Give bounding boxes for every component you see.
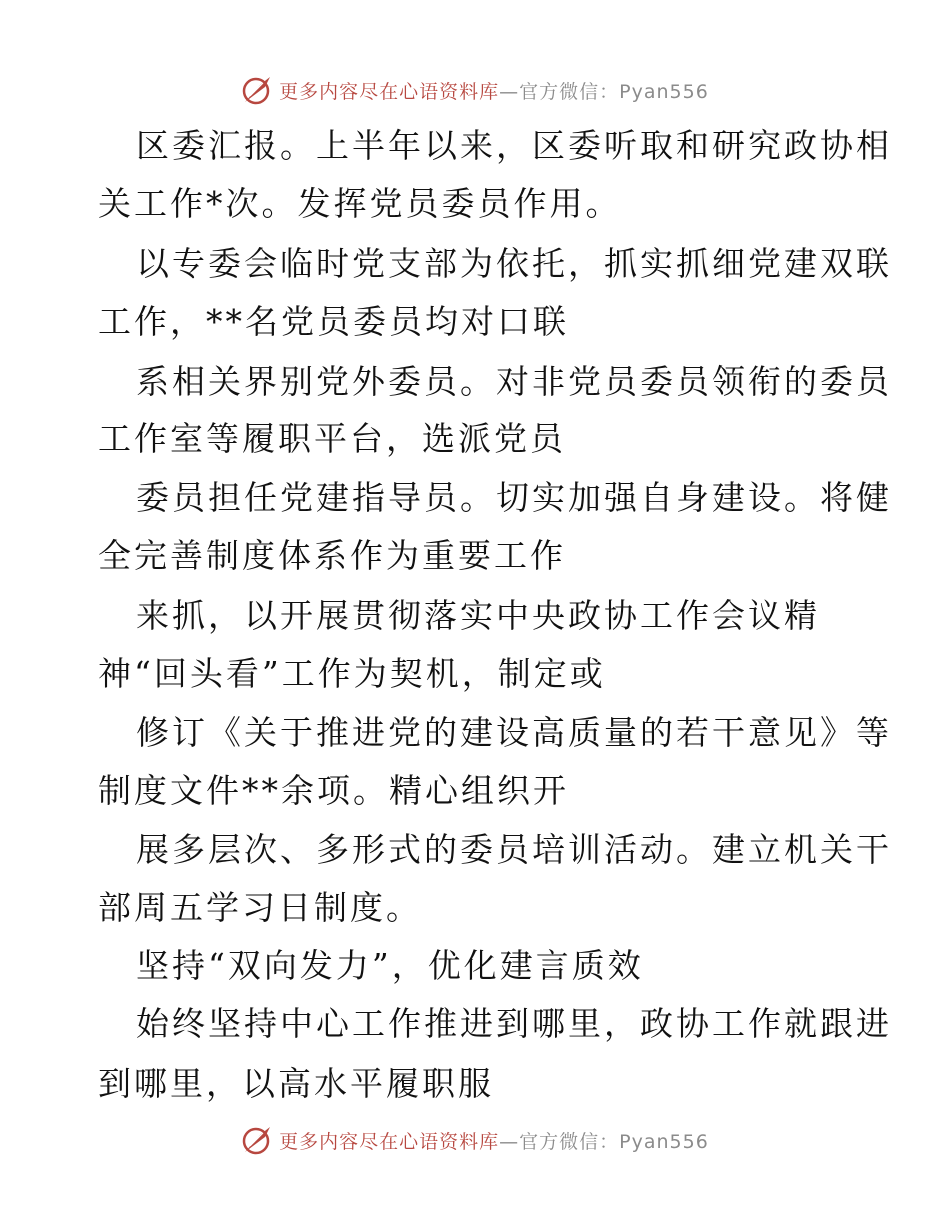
- text-line: 神“回头看”工作为契机，制定或: [98, 654, 606, 693]
- watermark-dash: —: [499, 1130, 520, 1153]
- text-line: 始终坚持中心工作推进到哪里，政协工作就跟进: [136, 1004, 892, 1043]
- quill-logo-icon: [241, 74, 273, 106]
- watermark-text: [279, 77, 709, 104]
- watermark-text: [279, 1127, 709, 1154]
- watermark-dash: —: [499, 80, 520, 103]
- text-line: 坚持“双向发力”，优化建言质效: [136, 946, 644, 985]
- text-line: 修订《关于推进党的建设高质量的若干意见》等: [136, 713, 892, 752]
- text-line: 区委汇报。上半年以来，区委听取和研究政协相: [136, 126, 892, 165]
- watermark-brand: 更多内容尽在心语资料库: [279, 80, 500, 103]
- watermark-contact: 官方微信：Pyan556: [519, 80, 709, 103]
- text-line: 制度文件**余项。精心组织开: [98, 771, 569, 810]
- watermark-contact: 官方微信：Pyan556: [519, 1130, 709, 1153]
- watermark-brand: 更多内容尽在心语资料库: [279, 1130, 500, 1153]
- text-line: 委员担任党建指导员。切实加强自身建设。将健: [136, 478, 892, 517]
- text-line: 系相关界别党外委员。对非党员委员领衔的委员: [136, 362, 892, 401]
- text-line: 到哪里，以高水平履职服: [98, 1064, 494, 1103]
- text-line: 部周五学习日制度。: [98, 888, 422, 927]
- text-line: 展多层次、多形式的委员培训活动。建立机关干: [136, 830, 892, 869]
- text-line: 关工作*次。发挥党员委员作用。: [98, 184, 622, 223]
- text-line: 工作室等履职平台，选派党员: [98, 419, 566, 458]
- quill-logo-icon: [241, 1124, 273, 1156]
- text-line: 来抓，以开展贯彻落实中央政协工作会议精: [136, 596, 820, 635]
- text-line: 全完善制度体系作为重要工作: [98, 536, 566, 575]
- header-watermark: [0, 70, 950, 110]
- footer-watermark: [0, 1120, 950, 1160]
- text-line: 以专委会临时党支部为依托，抓实抓细党建双联: [136, 244, 892, 283]
- text-line: 工作，**名党员委员均对口联: [98, 302, 569, 341]
